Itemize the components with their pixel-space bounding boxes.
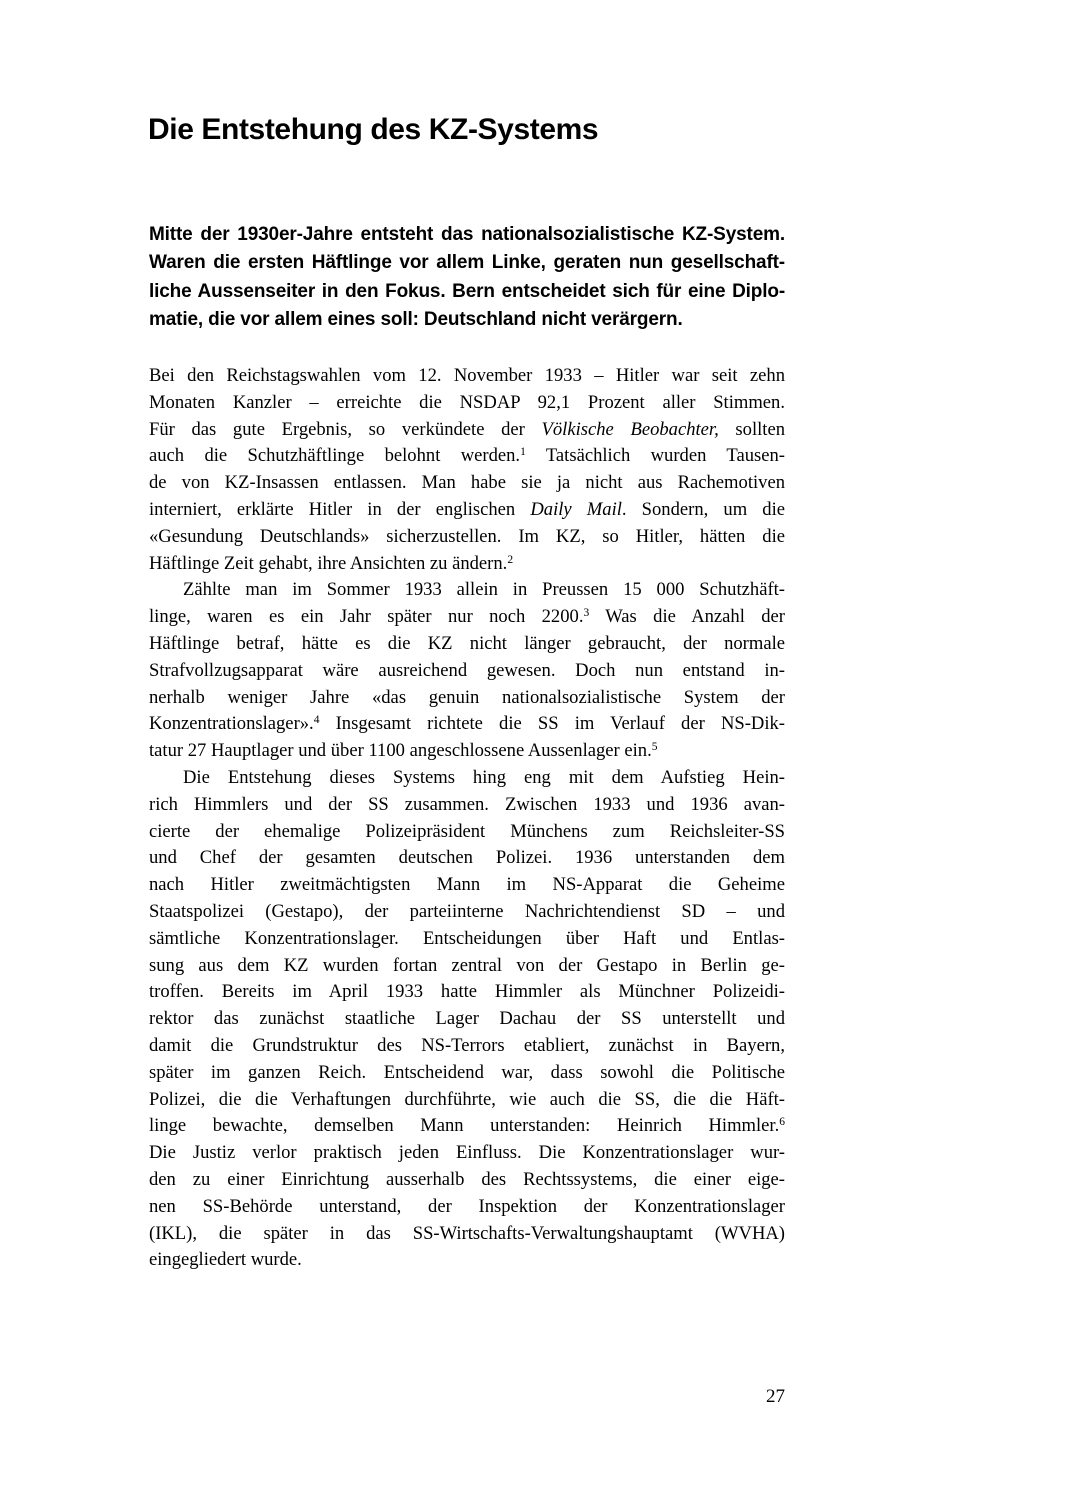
page-title: Die Entstehung des KZ-Systems <box>148 113 599 146</box>
page-number: 27 <box>766 1386 785 1407</box>
text-line: Zählte man im Sommer 1933 allein in Preussen 15 000 Schutzhäft- <box>183 579 785 601</box>
text-line: Polizei, die die Verhaftungen durchführte, wie auch die SS, die die Häft- <box>149 1088 785 1110</box>
paragraph <box>149 765 785 1274</box>
text-line: Bei den Reichstagswahlen vom 12. November 1933 – Hitler war seit zehn <box>149 365 785 386</box>
text-line: Strafvollzugsapparat wäre ausreichend gewesen. Doch nun entstand in- <box>149 659 785 681</box>
text-line: rich Himmlers und der SS zusammen. Zwischen 1933 und 1936 avan- <box>149 793 785 815</box>
text-line: sämtliche Konzentrationslager. Entscheidungen über Haft und Entlas- <box>149 927 785 949</box>
lead-paragraph <box>149 221 785 335</box>
text-line: sung aus dem KZ wurden fortan zentral von der Gestapo in Berlin ge- <box>149 954 785 976</box>
text-line: Häftlinge betraf, hätte es die KZ nicht länger gebraucht, der normale <box>149 632 785 654</box>
text-line: (IKL), die später in das SS-Wirtschafts-Verwaltungshauptamt (WVHA) <box>149 1222 785 1244</box>
text-line: Die Justiz verlor praktisch jeden Einfluss. Die Konzentrationslager wur- <box>149 1142 785 1164</box>
paragraph <box>149 577 785 765</box>
lead-line: liche Aussenseiter in den Fokus. Bern entscheidet sich für eine Diplo- <box>149 280 785 302</box>
text-line: Staatspolizei (Gestapo), der parteiinterne Nachrichtendienst SD – und <box>149 900 785 922</box>
text-line: cierte der ehemalige Polizeipräsident Münchens zum Reichsleiter-SS <box>149 820 785 842</box>
text-line: auch die Schutzhäftlinge belohnt werden.$^1$ Tatsächlich wurden Tausen- <box>149 445 785 467</box>
text-line: eingegliedert wurde. <box>149 1249 302 1271</box>
text-line: später im ganzen Reich. Entscheidend war, dass sowohl die Politische <box>149 1061 785 1083</box>
text-line: «Gesundung Deutschlands» sicherzustellen. Im KZ, so Hitler, hätten die <box>149 525 785 547</box>
text-line: den zu einer Einrichtung ausserhalb des Rechtssystems, die einer eige- <box>149 1168 785 1190</box>
text-line: linge bewachte, demselben Mann unterstanden: Heinrich Himmler.$^6$ <box>149 1115 785 1137</box>
text-line: nerhalb weniger Jahre «das genuin nationalsozialistische System der <box>149 686 785 708</box>
text-line: damit die Grundstruktur des NS-Terrors etabliert, zunächst in Bayern, <box>149 1034 785 1056</box>
text-line: nen SS-Behörde unterstand, der Inspektion der Konzentrationslager <box>149 1195 785 1217</box>
lead-line: matie, die vor allem eines soll: Deutschland nicht verärgern. <box>149 309 683 331</box>
text-line: interniert, erklärte Hitler in der englischen Daily Mail. Sondern, um die <box>149 498 785 520</box>
text-line: Die Entstehung dieses Systems hing eng mit dem Aufstieg Hein- <box>183 766 785 788</box>
text-line: de von KZ-Insassen entlassen. Man habe sie ja nicht aus Rachemotiven <box>149 472 785 494</box>
text-line: tatur 27 Hauptlager und über 1100 angeschlossene Aussenlager ein.$^5$ <box>149 740 658 762</box>
text-line: Monaten Kanzler – erreichte die NSDAP 92,1 Prozent aller Stimmen. <box>149 391 785 413</box>
text-line: Für das gute Ergebnis, so verkündete der Völkische Beobachter, sollten <box>149 418 786 440</box>
text-line: nach Hitler zweitmächtigsten Mann im NS-Apparat die Geheime <box>149 874 785 896</box>
lead-line: Mitte der 1930er-Jahre entsteht das nationalsozialistische KZ-System. <box>149 224 785 245</box>
text-line: Häftlinge Zeit gehabt, ihre Ansichten zu ändern.$^2$ <box>149 552 514 574</box>
text-line: troffen. Bereits im April 1933 hatte Himmler als Münchner Polizeidi- <box>149 981 785 1003</box>
text-line: linge, waren es ein Jahr später nur noch 2200.$^3$ Was die Anzahl der <box>149 606 785 628</box>
text-line: und Chef der gesamten deutschen Polizei. 1936 unterstanden dem <box>149 847 785 869</box>
paragraph <box>149 363 785 577</box>
body-text <box>149 363 785 1274</box>
text-line: Konzentrationslager».$^4$ Insgesamt richtete die SS im Verlauf der NS-Dik- <box>149 713 785 735</box>
text-line: rektor das zunächst staatliche Lager Dachau der SS unterstellt und <box>149 1008 785 1030</box>
lead-line: Waren die ersten Häftlinge vor allem Linke, geraten nun gesellschaft- <box>149 252 785 274</box>
